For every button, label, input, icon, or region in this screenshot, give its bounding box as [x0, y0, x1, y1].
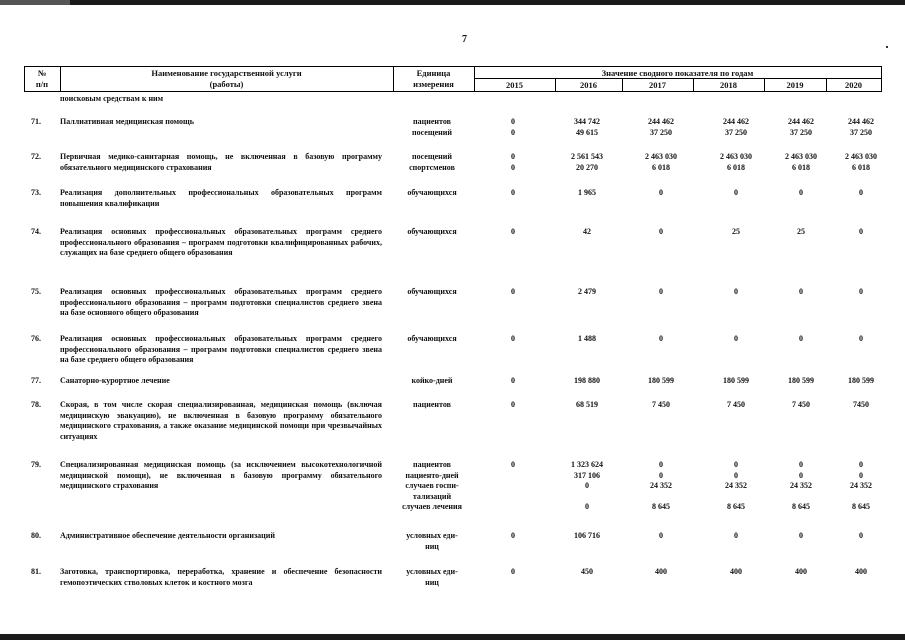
- value: [490, 502, 536, 513]
- value: 400: [730, 567, 742, 576]
- value: 6 018: [852, 162, 870, 172]
- value: 0: [659, 334, 663, 343]
- header-top-line: [24, 66, 881, 67]
- value-cell-2016: [564, 334, 610, 345]
- value: 0: [659, 287, 663, 296]
- value-cell-2015: [490, 188, 536, 199]
- value-cell-2016: [564, 117, 610, 138]
- unit-line: тализаций: [412, 491, 452, 501]
- value: 400: [855, 567, 867, 576]
- value: 0: [734, 460, 738, 469]
- value: 0: [511, 117, 515, 126]
- row-number: 80.: [31, 531, 41, 540]
- value-cell-2018: [711, 460, 761, 513]
- value-cell-2015: [490, 152, 536, 173]
- value: 244 462: [788, 117, 814, 126]
- unit-line: койко-дней: [411, 376, 453, 385]
- value-cell-2016: [564, 460, 610, 513]
- value: 25: [732, 227, 740, 236]
- value: 0: [511, 188, 515, 197]
- service-name: Паллиативная медицинская помощь: [60, 117, 194, 126]
- service-name: Административное обеспечение деятельности организаций: [60, 531, 275, 540]
- value-cell-2015: [490, 117, 536, 138]
- value-cell-2019: [776, 334, 826, 345]
- value: 180 599: [788, 376, 814, 385]
- value: 8 645: [792, 502, 810, 511]
- value-cell-2019: [776, 400, 826, 411]
- value-cell-2019: [776, 460, 826, 513]
- unit-line: условных еди-: [406, 531, 458, 540]
- value: 24 352: [850, 481, 872, 490]
- value: 24 352: [650, 481, 672, 490]
- value: 180 599: [848, 376, 874, 385]
- unit-line: пациентов: [413, 117, 451, 126]
- value-cell-2020: [836, 287, 886, 298]
- unit-line: ниц: [425, 577, 439, 587]
- header-years-line: [474, 78, 881, 79]
- value: 0: [659, 531, 663, 540]
- value: 20 270: [576, 162, 598, 172]
- header-year: 2019: [786, 80, 804, 90]
- value-cell-2018: [711, 531, 761, 542]
- value-cell-2015: [490, 287, 536, 298]
- unit-line: условных еди-: [406, 567, 458, 576]
- value: 37 250: [650, 127, 672, 137]
- unit-cell: [390, 400, 474, 411]
- unit-cell: [390, 152, 474, 173]
- value: 8 645: [852, 502, 870, 511]
- value-cell-2017: [636, 376, 686, 387]
- value: 0: [799, 470, 803, 480]
- value: 244 462: [648, 117, 674, 126]
- value-cell-2016: [564, 376, 610, 387]
- value-cell-2015: [490, 400, 536, 411]
- value: 180 599: [648, 376, 674, 385]
- value-cell-2019: [776, 117, 826, 138]
- value: 180 599: [723, 376, 749, 385]
- header-year: 2015: [506, 80, 523, 90]
- unit-cell: [390, 227, 474, 238]
- value: 244 462: [723, 117, 749, 126]
- value: 0: [511, 334, 515, 343]
- value: 0: [859, 287, 863, 296]
- unit-cell: [390, 334, 474, 345]
- unit-line: посещений: [412, 152, 452, 161]
- header-divider: [881, 66, 882, 92]
- value-cell-2015: [490, 531, 536, 542]
- value-cell-2018: [711, 287, 761, 298]
- value: 0: [859, 460, 863, 469]
- value: [564, 492, 610, 503]
- value: [776, 492, 826, 503]
- value: 0: [659, 470, 663, 480]
- unit-line: обучающихся: [407, 227, 457, 236]
- value: 2 561 543: [571, 152, 603, 161]
- value: 37 250: [790, 127, 812, 137]
- value-cell-2016: [564, 227, 610, 238]
- value: 2 479: [578, 287, 596, 296]
- value: 25: [797, 227, 805, 236]
- header-unit-2: измерения: [413, 79, 454, 89]
- service-name: Реализация основных профессиональных образовательных программ среднего профессионального образования – программ подготовки специалистов среднего звена на базе среднего общего образования: [60, 334, 382, 364]
- value-cell-2020: [836, 531, 886, 542]
- page-number: 7: [462, 34, 467, 45]
- header-no-2: п/п: [35, 79, 49, 89]
- value-cell-2018: [711, 334, 761, 345]
- scan-speck: [886, 46, 888, 48]
- bottom-scan-border: [0, 634, 905, 640]
- unit-line: посещений: [412, 127, 452, 137]
- unit-line: пациентов: [413, 460, 451, 469]
- value-cell-2017: [636, 117, 686, 138]
- value: 0: [659, 460, 663, 469]
- service-name: Санаторно-курортное лечение: [60, 376, 170, 385]
- value: [490, 471, 536, 482]
- service-name: Реализация дополнительных профессиональных образовательных программ повышения квалификации: [60, 188, 382, 208]
- unit-cell: [390, 531, 474, 552]
- value: 0: [659, 188, 663, 197]
- top-scan-border: [0, 0, 905, 5]
- value: 2 463 030: [785, 152, 817, 161]
- value: 0: [799, 287, 803, 296]
- value-cell-2017: [636, 334, 686, 345]
- value: 244 462: [848, 117, 874, 126]
- value: 400: [795, 567, 807, 576]
- value: 7450: [853, 400, 869, 409]
- value: 0: [511, 376, 515, 385]
- value: 0: [511, 531, 515, 540]
- value: 450: [581, 567, 593, 576]
- value: [490, 492, 536, 503]
- header-unit: Единица: [416, 68, 451, 78]
- value-cell-2019: [776, 152, 826, 173]
- unit-line: пациентов: [413, 400, 451, 409]
- value-cell-2020: [836, 376, 886, 387]
- value-cell-2019: [776, 188, 826, 199]
- value-cell-2016: [564, 531, 610, 542]
- value: 6 018: [792, 162, 810, 172]
- service-name: Реализация основных профессиональных образовательных программ среднего профессионального образования – программ подготовки специалистов среднего звена на базе основного общего образования: [60, 287, 382, 317]
- value: 0: [734, 531, 738, 540]
- value: 7 450: [727, 400, 745, 409]
- value-cell-2016: [564, 287, 610, 298]
- value: 0: [511, 152, 515, 161]
- unit-line: случаев лечения: [402, 502, 462, 511]
- value-cell-2020: [836, 400, 886, 411]
- value: 6 018: [652, 162, 670, 172]
- row-number: 71.: [31, 117, 41, 126]
- value: 0: [859, 531, 863, 540]
- value: 0: [511, 400, 515, 409]
- value-cell-2018: [711, 400, 761, 411]
- value-cell-2016: [564, 188, 610, 199]
- header-no: №: [37, 68, 47, 78]
- value: 0: [734, 287, 738, 296]
- value: 49 615: [576, 127, 598, 137]
- value: 0: [859, 188, 863, 197]
- value: 0: [799, 460, 803, 469]
- value-cell-2019: [776, 531, 826, 542]
- value: 68 519: [576, 400, 598, 409]
- value: 0: [859, 334, 863, 343]
- value: 7 450: [792, 400, 810, 409]
- value-cell-2020: [836, 152, 886, 173]
- value-cell-2018: [711, 188, 761, 199]
- service-name: Реализация основных профессиональных образовательных программ среднего профессионального образования – программ подготовки квалифицированных рабочих, служащих на базе среднего общего образования: [60, 227, 382, 257]
- value: 400: [655, 567, 667, 576]
- value: 0: [511, 227, 515, 236]
- value: 0: [799, 531, 803, 540]
- row-number: 81.: [31, 567, 41, 576]
- value-cell-2020: [836, 567, 886, 578]
- value-cell-2018: [711, 152, 761, 173]
- value: 2 463 030: [645, 152, 677, 161]
- header-year: 2018: [720, 80, 737, 90]
- value-cell-2020: [836, 188, 886, 199]
- value: 0: [734, 188, 738, 197]
- value: 317 106: [574, 470, 600, 480]
- row-number: 79.: [31, 460, 41, 469]
- service-name: Заготовка, транспортировка, переработка, хранение и обеспечение безопасности гемопоэтических стволовых клеток и костного мозга: [60, 567, 382, 587]
- value-cell-2020: [836, 460, 886, 513]
- value: 24 352: [790, 481, 812, 490]
- header-name-2: (работы): [209, 79, 244, 89]
- value: 0: [585, 502, 589, 511]
- value: [636, 492, 686, 503]
- value-cell-2019: [776, 376, 826, 387]
- value: 0: [799, 334, 803, 343]
- value-cell-2017: [636, 188, 686, 199]
- header-year: 2017: [649, 80, 666, 90]
- value: 0: [511, 567, 515, 576]
- value: 0: [511, 287, 515, 296]
- value-cell-2020: [836, 334, 886, 345]
- value: 0: [511, 460, 515, 469]
- unit-cell: [390, 567, 474, 588]
- unit-line: случаев госпи-: [405, 481, 459, 490]
- unit-line: обучающихся: [407, 287, 457, 296]
- value-cell-2015: [490, 567, 536, 578]
- value: 0: [859, 227, 863, 236]
- row-number: 77.: [31, 376, 41, 385]
- value: 344 742: [574, 117, 600, 126]
- value: 37 250: [725, 127, 747, 137]
- unit-line: обучающихся: [407, 334, 457, 343]
- unit-line: ниц: [425, 541, 439, 551]
- scan-corner-mark: [0, 0, 70, 5]
- value: 198 880: [574, 376, 600, 385]
- value-cell-2018: [711, 117, 761, 138]
- value-cell-2015: [490, 334, 536, 345]
- value-cell-2016: [564, 400, 610, 411]
- unit-cell: [390, 117, 474, 138]
- value: 1 323 624: [571, 460, 603, 469]
- continued-text: поисковым средствам к ним: [60, 94, 164, 103]
- value: 7 450: [652, 400, 670, 409]
- value-cell-2018: [711, 227, 761, 238]
- value: 0: [799, 188, 803, 197]
- value-cell-2015: [490, 376, 536, 387]
- row-number: 78.: [31, 400, 41, 409]
- header-name: Наименование государственной услуги: [151, 68, 302, 78]
- value: 0: [734, 470, 738, 480]
- value: 0: [859, 470, 863, 480]
- service-name: Скорая, в том числе скорая специализированная, медицинская помощь (включая медицинскую эвакуацию), не включенная в базовую программу обязательного медицинского страхования, а также оказание медицинской помощи при чрезвычайных ситуациях: [60, 400, 382, 441]
- unit-line: обучающихся: [407, 188, 457, 197]
- value: 0: [511, 127, 515, 137]
- value-cell-2017: [636, 400, 686, 411]
- value-cell-2020: [836, 117, 886, 138]
- value-cell-2016: [564, 152, 610, 173]
- value-cell-2019: [776, 227, 826, 238]
- header-bottom-line: [24, 91, 881, 92]
- value-cell-2017: [636, 227, 686, 238]
- value: 6 018: [727, 162, 745, 172]
- value: [711, 492, 761, 503]
- value: 0: [585, 481, 589, 490]
- row-number: 75.: [31, 287, 41, 296]
- row-number: 76.: [31, 334, 41, 343]
- value: 1 488: [578, 334, 596, 343]
- value-cell-2017: [636, 152, 686, 173]
- value: 37 250: [850, 127, 872, 137]
- value-cell-2019: [776, 287, 826, 298]
- row-number: 73.: [31, 188, 41, 197]
- row-number: 72.: [31, 152, 41, 161]
- row-number: 74.: [31, 227, 41, 236]
- value-cell-2015: [490, 460, 536, 513]
- value-cell-2018: [711, 567, 761, 578]
- unit-cell: [390, 376, 474, 387]
- value-cell-2017: [636, 287, 686, 298]
- unit-cell: [390, 460, 474, 513]
- value: 2 463 030: [720, 152, 752, 161]
- header-year: 2016: [580, 80, 597, 90]
- service-name: Специализированная медицинская помощь (за исключением высокотехнологичной медицинской помощи), не включенная в базовую программу обязательного медицинского страхования: [60, 460, 382, 490]
- value-cell-2017: [636, 567, 686, 578]
- value-cell-2017: [636, 460, 686, 513]
- value: 8 645: [652, 502, 670, 511]
- unit-line: пациенто-дней: [405, 470, 459, 480]
- unit-line: спортсменов: [409, 162, 455, 172]
- header-year: 2020: [845, 80, 862, 90]
- value-cell-2017: [636, 531, 686, 542]
- value-cell-2020: [836, 227, 886, 238]
- unit-cell: [390, 287, 474, 298]
- value: 0: [511, 162, 515, 172]
- value: [836, 492, 886, 503]
- value-cell-2019: [776, 567, 826, 578]
- value: 0: [659, 227, 663, 236]
- value: 1 965: [578, 188, 596, 197]
- value-cell-2018: [711, 376, 761, 387]
- service-name: Первичная медико-санитарная помощь, не включенная в базовую программу обязательного медицинского страхования: [60, 152, 382, 172]
- value: 106 716: [574, 531, 600, 540]
- value-cell-2016: [564, 567, 610, 578]
- value: 8 645: [727, 502, 745, 511]
- value: 0: [734, 334, 738, 343]
- value: 2 463 030: [845, 152, 877, 161]
- value: [490, 481, 536, 492]
- value-cell-2015: [490, 227, 536, 238]
- value: 24 352: [725, 481, 747, 490]
- unit-cell: [390, 188, 474, 199]
- value: 42: [583, 227, 591, 236]
- header-values: Значение сводного показателя по годам: [601, 68, 754, 78]
